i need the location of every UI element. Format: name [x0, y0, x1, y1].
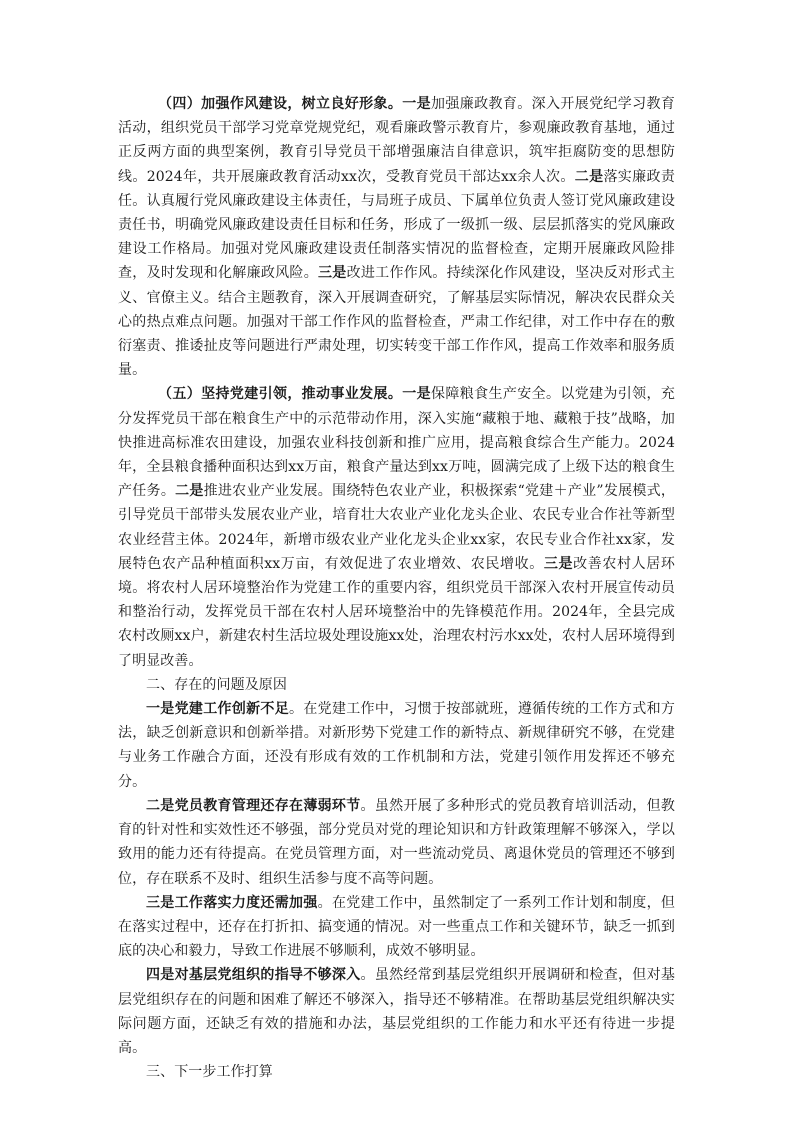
- section-5-paragraph: [118, 382, 675, 672]
- point-1-text: 加强廉政教育。深入开展党纪学习教育活动，组织党员干部学习党章党规党纪，观看廉政警示教育片，参观廉政教育基地，通过正反两方面的典型案例，教育引导党员干部增强廉洁自律意识，筑牢拒腐防变的思想防线。2024年，共开展廉政教育活动xx次，受教育党员干部达xx余人次。: [118, 96, 676, 185]
- section-5-title: （五）坚持党建引领，推动事业发展。: [158, 386, 403, 403]
- heading-text: 二、存在的问题及原因: [146, 676, 287, 693]
- problem-1-title: 一是党建工作创新不足: [146, 701, 290, 718]
- problem-1-text: 。在党建工作中，习惯于按部就班，遵循传统的工作方式和方法，缺乏创新意识和创新举措。对新形势下党建工作的新特点、新规律研究不够，在党建与业务工作融合方面，还没有形成有效的工作机制和方法，党建引领作用发挥还不够充分。: [118, 701, 675, 790]
- point-1-text: 保障粮食生产安全。以党建为引领，充分发挥党员干部在粮食生产中的示范带动作用，深入实施“藏粮于地、藏粮于技”战略，加快推进高标准农田建设，加强农业科技创新和推广应用，提高粮食综合生产能力。2024年，全县粮食播种面积达到xx万亩，粮食产量达到xx万吨，圆满完成了上级下达的粮食生产任务。: [118, 386, 676, 500]
- point-3-text: 改善农村人居环境。将农村人居环境整治作为党建工作的重要内容，组织党员干部深入农村开展宣传动员和整治行动，发挥党员干部在农村人居环境整治中的先锋模范作用。2024年，全县完成农村改厕xx户，新建农村生活垃圾处理设施xx处，治理农村污水xx处，农村人居环境得到了明显改善。: [118, 555, 676, 669]
- point-3-marker: 三是: [543, 555, 574, 572]
- problem-4-title: 四是对基层党组织的指导不够深入: [146, 967, 361, 984]
- heading-text: 三、下一步工作打算: [146, 1064, 273, 1081]
- section-4-paragraph: [118, 92, 675, 382]
- problem-3-title: 三是工作落实力度还需加强: [146, 894, 318, 911]
- point-2-text: 推进农业产业发展。围绕特色农业产业，积极探索“党建＋产业”发展模式，引导党员干部带头发展农业产业，培育壮大农业产业化龙头企业、农民专业合作社等新型农业经营主体。2024年，新增市级农业产业化龙头企业xx家，农民专业合作社xx家，发展特色农产品种植面积xx万亩，有效促进了农业增效、农民增收。: [118, 483, 675, 572]
- section-4-title: （四）加强作风建设，树立良好形象。: [158, 96, 403, 112]
- section-heading-problems: [118, 673, 675, 697]
- point-2-marker: 二是: [175, 483, 204, 500]
- point-3-marker: 三是: [318, 265, 347, 282]
- problem-4-text: 。虽然经常到基层党组织开展调研和检查，但对基层党组织存在的问题和困难了解还不够深入，指导还不够精准。在帮助基层党组织解决实际问题方面，还缺乏有效的措施和办法，基层党组织的工作能力和水平还有待进一步提高。: [118, 967, 676, 1056]
- point-2-marker: 二是: [574, 168, 604, 185]
- problem-3-paragraph: [118, 891, 675, 964]
- problem-4-paragraph: [118, 963, 675, 1060]
- problem-2-title: 二是党员教育管理还存在薄弱环节: [146, 797, 361, 814]
- problem-2-text: 。虽然开展了多种形式的党员教育培训活动，但教育的针对性和实效性还不够强，部分党员对党的理论知识和方针政策理解不够深入，学以致用的能力还有待提高。在党员管理方面，对一些流动党员、离退休党员的管理还不够到位，存在联系不及时、组织生活参与度不高等问题。: [118, 797, 676, 887]
- problem-3-text: 。在党建工作中，虽然制定了一系列工作计划和制度，但在落实过程中，还存在打折扣、搞变通的情况。对一些重点工作和关键环节，缺乏一抓到底的决心和毅力，导致工作进展不够顺利，成效不够明显。: [118, 894, 676, 960]
- section-heading-next-steps: [118, 1060, 675, 1084]
- problem-1-paragraph: [118, 697, 675, 794]
- point-3-text: 改进工作作风。持续深化作风建设，坚决反对形式主义、官僚主义。结合主题教育，深入开展调查研究，了解基层实际情况，解决农民群众关心的热点难点问题。加强对干部工作作风的监督检查，严肃工作纪律，对工作中存在的敷衍塞责、推诿扯皮等问题进行严肃处理，切实转变干部工作作风，提高工作效率和服务质量。: [118, 265, 675, 379]
- point-2-text: 落实廉政责任。认真履行党风廉政建设主体责任，与局班子成员、下属单位负责人签订党风廉政建设责任书，明确党风廉政建设责任目标和任务，形成了一级抓一级、层层抓落实的党风廉政建设工作格局。加强对党风廉政建设责任制落实情况的监督检查，定期开展廉政风险排查，及时发现和化解廉政风险。: [118, 168, 676, 282]
- point-1-marker: 一是: [402, 386, 432, 403]
- point-1-marker: 一是: [402, 96, 432, 112]
- problem-2-paragraph: [118, 794, 675, 891]
